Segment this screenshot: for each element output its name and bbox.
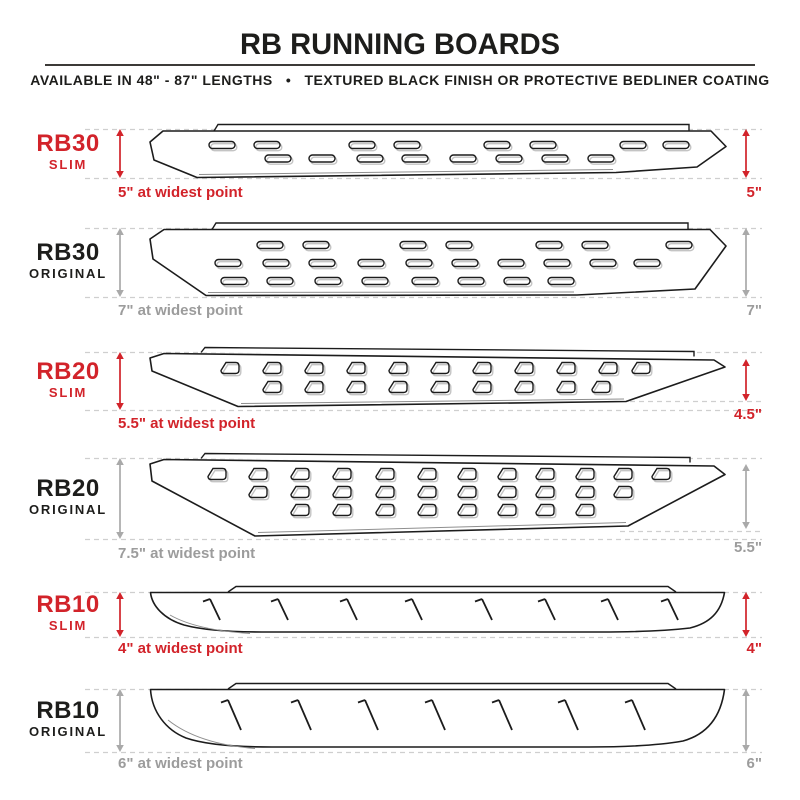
board-label-rb30-slim	[12, 131, 124, 172]
board-drawing-rb20-original	[150, 454, 725, 537]
page-subtitle: AVAILABLE IN 48" - 87" LENGTHS • TEXTURED BLACK FINISH OR PROTECTIVE BEDLINER COATING	[30, 72, 770, 88]
board-variant: SLIM	[48, 385, 88, 400]
width-note-rb20-slim: 5.5" at widest point	[118, 415, 256, 432]
board-label-rb10-slim	[12, 592, 124, 633]
height-note-rb30-original: 7"	[746, 302, 762, 319]
height-arrow-rb10-slim	[742, 592, 750, 637]
board-name: RB20	[36, 358, 100, 385]
board-name: RB30	[36, 130, 100, 157]
board-label-rb30-original	[12, 240, 124, 281]
board-variant: ORIGINAL	[29, 266, 107, 281]
width-note-rb10-original: 6" at widest point	[118, 755, 243, 772]
height-arrow-rb10-original	[742, 689, 750, 752]
board-variant: ORIGINAL	[29, 724, 107, 739]
board-label-rb10-original	[12, 698, 124, 739]
board-variant: SLIM	[48, 618, 88, 633]
height-arrow-rb30-original	[742, 228, 750, 297]
board-name: RB20	[36, 475, 100, 502]
board-name: RB30	[36, 239, 100, 266]
board-label-rb20-original	[12, 476, 124, 517]
board-name: RB10	[36, 697, 100, 724]
height-note-rb30-slim: 5"	[746, 184, 762, 201]
board-drawing-rb20-slim	[150, 348, 725, 407]
board-variant: ORIGINAL	[29, 502, 107, 517]
board-name: RB10	[36, 591, 100, 618]
height-note-rb20-slim: 4.5"	[734, 406, 762, 423]
board-drawing-rb30-slim	[150, 125, 726, 178]
board-drawing-rb10-slim	[151, 587, 725, 634]
height-arrow-rb20-original	[742, 464, 750, 529]
width-note-rb20-original: 7.5" at widest point	[118, 545, 256, 562]
height-arrow-rb20-slim	[742, 359, 750, 401]
height-note-rb20-original: 5.5"	[734, 539, 762, 556]
board-drawing-rb10-original	[151, 684, 725, 749]
board-drawing-rb30-original	[150, 223, 726, 296]
width-note-rb30-original: 7" at widest point	[118, 302, 243, 319]
height-arrow-rb30-slim	[742, 129, 750, 178]
width-note-rb10-slim: 4" at widest point	[118, 640, 243, 657]
height-note-rb10-slim: 4"	[746, 640, 762, 657]
width-note-rb30-slim: 5" at widest point	[118, 184, 243, 201]
board-label-rb20-slim	[12, 359, 124, 400]
page-title-text: RB RUNNING BOARDS	[239, 28, 561, 61]
board-variant: SLIM	[48, 157, 88, 172]
height-note-rb10-original: 6"	[746, 755, 762, 772]
